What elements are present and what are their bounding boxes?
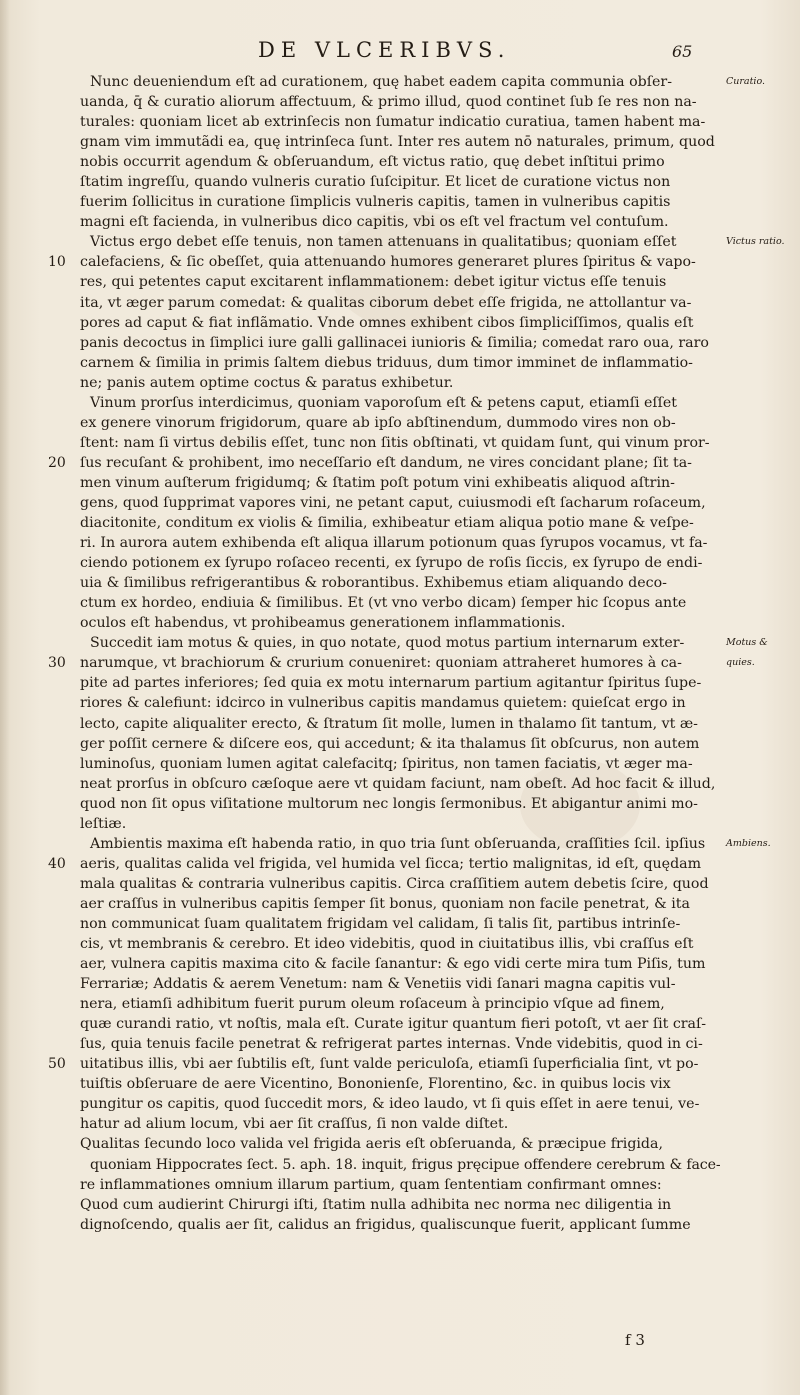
page-header [0,38,800,68]
text-line: ſus, quia tenuis facile penetrat & refrigerat partes internas. Vnde videbitis, quod in ci- [80,1036,703,1053]
text-line: nobis occurrit agendum & obſeruandum, eſt victus ratio, quę debet inſtitui primo [80,154,665,171]
line-number: 40 [48,855,66,872]
text-line: magni eſt facienda, in vulneribus dico capitis, vbi os eſt vel fractum vel contuſum. [80,214,669,231]
page-gutter-shadow [0,0,10,1395]
line-number: 20 [48,454,66,471]
text-line: Nunc deueniendum eſt ad curationem, quę habet eadem capita communia obſer- [90,74,672,90]
text-line: oculos eſt habendus, vt prohibeamus generationem inflammationis. [80,615,566,632]
text-line: quæ curandi ratio, vt noſtis, mala eſt. Curate igitur quantum fieri potoſt, vt aer ſit craſ- [80,1016,707,1033]
marginal-note: Ambiens. [726,837,771,849]
line-number: 10 [48,254,66,271]
text-line: luminoſus, quoniam lumen agitat calefacitq; ſpiritus, non tamen faciatis, vt æger ma- [80,755,693,772]
text-line: neat prorſus in obſcuro cæſoque aere vt quidam faciunt, nam obeſt. Ad hoc facit & illud, [80,775,716,792]
text-line: nera, etiamſi adhibitum fuerit purum oleum roſaceum à principio vſque ad finem, [80,996,665,1013]
text-line: ita, vt æger parum comedat: & qualitas ciborum debet eſſe frigida, ne attollantur va- [80,294,692,311]
text-line: non communicat ſuam qualitatem frigidam vel calidam, ſi talis ſit, partibus intrinſe- [80,915,681,932]
text-line: men vinum auſterum frigidumq; & ſtatim poſt potum vini exhibeatis aliquod aſtrin- [80,474,675,491]
marginal-note: quies. [726,657,755,669]
text-line: Ferrariæ; Addatis & aerem Venetum: nam & Venetiis vidi ſanari magna capitis vul- [80,976,676,993]
text-line: re inflammationes omnium illarum partium, quam ſententiam confirmant omnes: [80,1176,662,1193]
text-line: diacitonite, conditum ex violis & ſimilia, exhibeatur etiam aliqua potio mane & veſpe- [80,515,694,532]
text-line: ſtatim ingreſſu, quando vulneris curatio ſuſcipitur. Et licet de curatione victus non [80,174,671,191]
signature-mark: f 3 [625,1331,645,1349]
text-line: gnam vim immutãdi ea, quę intrinſeca ſunt. Inter res autem nō naturales, primum, quod [80,134,715,151]
text-line: tuiſtis obſeruare de aere Vicentino, Bononienſe, Florentino, &c. in quibus locis vix [80,1076,671,1093]
text-line: Succedit iam motus & quies, in quo notate, quod motus partium internarum exter- [90,635,685,652]
text-line: uanda, q̄ & curatio aliorum affectuum, & primo illud, quod continet ſub ſe res non na- [80,94,697,111]
text-line: leſtiæ. [80,815,127,832]
text-line: quod non ſit opus viſitatione multorum nec longis ſermonibus. Et abigantur animi mo- [80,795,698,812]
marginal-note: Motus & [726,637,768,649]
text-line: ciendo potionem ex ſyrupo roſaceo recenti, ex ſyrupo de roſis ſiccis, ex ſyrupo de endi- [80,555,703,572]
marginal-note: Victus ratio. [726,236,785,248]
text-line: pungitur os capitis, quod ſuccedit mors, & ideo laudo, vt ſi quis eſſet in aere tenui, ve- [80,1096,700,1113]
marginal-note: Curatio. [726,76,766,87]
text-line: ſus recuſant & prohibent, imo neceſſario eſt dandum, ne vires concidant plane; ſit ta- [80,454,692,471]
text-line: ger poſſit cernere & diſcere eos, qui accedunt; & ita thalamus ſit obſcurus, non autem [80,735,700,752]
text-line: pores ad caput & fiat inflãmatio. Vnde omnes exhibent cibos ſimpliciſſimos, qualis eſt [80,314,694,331]
text-line: Qualitas ſecundo loco valida vel frigida aeris eſt obſeruanda, & præcipue frigida, [80,1136,663,1153]
text-line: Quod cum audierint Chirurgi iſti, ſtatim nulla adhibita nec norma nec diligentia in [80,1196,672,1213]
line-number: 50 [48,1056,66,1073]
text-line: riores & calefiunt: idcirco in vulneribus capitis mandamus quietem: quieſcat ergo in [80,695,686,712]
text-line: fuerim ſollicitus in curatione ſimplicis vulneris capitis, tamen in vulneribus capitis [80,194,671,211]
text-line: carnem & ſimilia in primis ſaltem diebus triduus, dum timor imminet de inflammatio- [80,354,693,371]
body-text [80,72,720,1235]
text-line: panis decoctus in ſimplici iure galli gallinacei iunioris & ſimilia; comedat raro oua, raro [80,334,709,351]
text-line: uitatibus illis, vbi aer ſubtilis eſt, ſunt valde periculoſa, etiamſi ſuperficialia ſint, vt po- [80,1056,699,1073]
text-line: aer craſſus in vulneribus capitis ſemper ſit bonus, quoniam non facile penetrat, & ita [80,895,690,912]
text-line: ri. In aurora autem exhibenda eſt aliqua illarum potionum quas ſyrupos vocamus, vt fa- [80,535,708,552]
text-line: hatur ad alium locum, vbi aer ſit craſſus, ſi non valde diſtet. [80,1116,509,1133]
text-line: Victus ergo debet eſſe tenuis, non tamen attenuans in qualitatibus; quoniam eſſet [90,234,677,251]
text-line: calefaciens, & ſic obeſſet, quia attenuando humores generaret plures ſpiritus & vapo- [80,254,696,271]
text-line: cis, vt membranis & cerebro. Et ideo videbitis, quod in ciuitatibus illis, vbi craſſus eſt [80,936,694,953]
text-line: uia & ſimilibus refrigerantibus & roborantibus. Exhibemus etiam aliquando deco- [80,575,667,592]
text-line: aeris, qualitas calida vel frigida, vel humida vel ſicca; tertio malignitas, id eſt, quędam [80,855,702,872]
running-title: DE VLCERIBVS. [258,38,511,62]
text-line: lecto, capite aliqualiter erecto, & ſtratum ſit molle, lumen in thalamo ſit tantum, vt æ- [80,715,698,732]
text-line: aer, vulnera capitis maxima cito & facile ſanantur: & ego vidi certe mira tum Piſis, tum [80,956,706,973]
text-line: mala qualitas & contraria vulneribus capitis. Circa craſſitiem autem debetis ſcire, quod [80,875,709,892]
text-line: res, qui petentes caput excitarent inflammationem: debet igitur victus eſſe tenuis [80,274,667,291]
text-line: ſtent: nam ſi virtus debilis eſſet, tunc non ſitis obſtinati, vt quidam ſunt, qui vinum pror- [80,434,710,451]
text-line: quoniam Hippocrates ſect. 5. aph. 18. inquit, frigus pręcipue offendere cerebrum & face- [90,1156,720,1173]
text-line: narumque, vt brachiorum & crurium conueniret: quoniam attraheret humores à ca- [80,655,682,672]
text-line: turales: quoniam licet ab extrinſecis non ſumatur indicatio curatiua, tamen habent ma- [80,114,706,131]
text-line: gens, quod ſupprimat vapores vini, ne petant caput, cuiusmodi eſt ſacharum roſaceum, [80,494,706,511]
text-line: ex genere vinorum frigidorum, quare ab ipſo abſtinendum, dummodo vires non ob- [80,414,676,431]
text-line: dignoſcendo, qualis aer ſit, calidus an frigidus, qualiscunque fuerit, applicant ſumme [80,1216,691,1233]
text-line: ne; panis autem optime coctus & paratus exhibetur. [80,374,454,391]
text-line: Vinum prorſus interdicimus, quoniam vaporoſum eſt & petens caput, etiamſi eſſet [90,394,678,411]
text-line: pite ad partes inferiores; ſed quia ex motu internarum partium agitantur ſpiritus ſupe- [80,675,702,692]
text-line: Ambientis maxima eſt habenda ratio, in quo tria ſunt obſeruanda, craſſities ſcil. ipſius [90,835,706,852]
text-line: ctum ex hordeo, endiuia & ſimilibus. Et (vt vno verbo dicam) ſemper hic ſcopus ante [80,595,687,612]
line-number: 30 [48,655,66,672]
page-number: 65 [672,42,693,61]
